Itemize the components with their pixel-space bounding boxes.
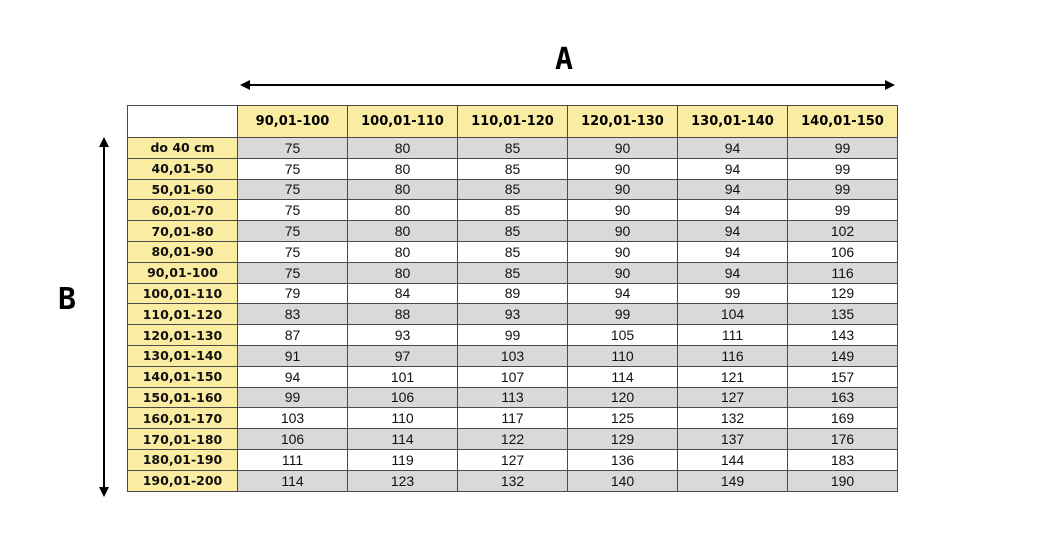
column-header: 110,01-120 (458, 106, 568, 138)
table-cell: 83 (238, 304, 348, 325)
row-header: 150,01-160 (128, 387, 238, 408)
table-cell: 107 (458, 366, 568, 387)
table-cell: 80 (348, 200, 458, 221)
row-header: 180,01-190 (128, 449, 238, 470)
row-header: 130,01-140 (128, 345, 238, 366)
table-cell: 80 (348, 179, 458, 200)
table-cell: 93 (458, 304, 568, 325)
table-row (128, 158, 898, 179)
table-cell: 90 (568, 179, 678, 200)
row-header: 190,01-200 (128, 470, 238, 491)
table-cell: 85 (458, 221, 568, 242)
table-cell: 136 (568, 449, 678, 470)
table-cell: 85 (458, 241, 568, 262)
table-cell: 120 (568, 387, 678, 408)
table-row (128, 179, 898, 200)
table-cell: 75 (238, 200, 348, 221)
table-cell: 135 (788, 304, 898, 325)
table-cell: 122 (458, 429, 568, 450)
dimension-b-label: B (58, 282, 77, 317)
table-cell: 114 (348, 429, 458, 450)
table-cell: 94 (568, 283, 678, 304)
table-cell: 94 (678, 221, 788, 242)
table-cell: 75 (238, 262, 348, 283)
header-row (128, 106, 898, 138)
row-header: 60,01-70 (128, 200, 238, 221)
table-cell: 93 (348, 325, 458, 346)
table-cell: 103 (238, 408, 348, 429)
row-header: 160,01-170 (128, 408, 238, 429)
table-cell: 99 (788, 138, 898, 159)
table-cell: 121 (678, 366, 788, 387)
table-cell: 143 (788, 325, 898, 346)
table-cell: 163 (788, 387, 898, 408)
table-row (128, 304, 898, 325)
table-cell: 99 (788, 158, 898, 179)
column-header: 120,01-130 (568, 106, 678, 138)
dimension-b-arrow (97, 137, 111, 497)
row-header: 80,01-90 (128, 241, 238, 262)
table-cell: 87 (238, 325, 348, 346)
table-cell: 105 (568, 325, 678, 346)
table-cell: 90 (568, 221, 678, 242)
column-header: 100,01-110 (348, 106, 458, 138)
row-header: 120,01-130 (128, 325, 238, 346)
row-header: 50,01-60 (128, 179, 238, 200)
row-header: 90,01-100 (128, 262, 238, 283)
table-row (128, 366, 898, 387)
table-row (128, 470, 898, 491)
table-cell: 111 (238, 449, 348, 470)
table-row (128, 200, 898, 221)
table-row (128, 262, 898, 283)
table-cell: 176 (788, 429, 898, 450)
table-cell: 84 (348, 283, 458, 304)
table-cell: 99 (238, 387, 348, 408)
column-header: 130,01-140 (678, 106, 788, 138)
table-cell: 113 (458, 387, 568, 408)
table-cell: 183 (788, 449, 898, 470)
row-header: 110,01-120 (128, 304, 238, 325)
table-cell: 80 (348, 138, 458, 159)
table-cell: 99 (678, 283, 788, 304)
table-cell: 90 (568, 158, 678, 179)
table-row (128, 408, 898, 429)
table-cell: 75 (238, 221, 348, 242)
table-cell: 94 (678, 158, 788, 179)
table-cell: 106 (788, 241, 898, 262)
table-cell: 140 (568, 470, 678, 491)
table-cell: 144 (678, 449, 788, 470)
table-cell: 114 (568, 366, 678, 387)
table-cell: 99 (788, 200, 898, 221)
table-cell: 129 (568, 429, 678, 450)
table-cell: 137 (678, 429, 788, 450)
table-row (128, 429, 898, 450)
table-cell: 94 (678, 138, 788, 159)
table-cell: 127 (678, 387, 788, 408)
table-cell: 89 (458, 283, 568, 304)
table-row (128, 283, 898, 304)
table-cell: 149 (788, 345, 898, 366)
table-cell: 99 (788, 179, 898, 200)
table-cell: 94 (678, 179, 788, 200)
table-cell: 80 (348, 241, 458, 262)
table-cell: 90 (568, 262, 678, 283)
row-header: 100,01-110 (128, 283, 238, 304)
table-cell: 99 (568, 304, 678, 325)
table-cell: 119 (348, 449, 458, 470)
table-cell: 75 (238, 158, 348, 179)
table-cell: 117 (458, 408, 568, 429)
table-cell: 90 (568, 241, 678, 262)
table-cell: 125 (568, 408, 678, 429)
table-row (128, 345, 898, 366)
table-cell: 80 (348, 262, 458, 283)
table-cell: 103 (458, 345, 568, 366)
table-cell: 75 (238, 241, 348, 262)
table-row (128, 241, 898, 262)
table-row (128, 387, 898, 408)
table-row (128, 449, 898, 470)
table-cell: 157 (788, 366, 898, 387)
table-cell: 132 (458, 470, 568, 491)
table-cell: 132 (678, 408, 788, 429)
table-cell: 80 (348, 221, 458, 242)
table-cell: 106 (238, 429, 348, 450)
table-cell: 116 (678, 345, 788, 366)
table-cell: 123 (348, 470, 458, 491)
table-cell: 85 (458, 179, 568, 200)
table-cell: 129 (788, 283, 898, 304)
table-cell: 101 (348, 366, 458, 387)
table-cell: 90 (568, 138, 678, 159)
table-cell: 85 (458, 138, 568, 159)
table-cell: 88 (348, 304, 458, 325)
table-cell: 75 (238, 179, 348, 200)
table-row (128, 221, 898, 242)
table-cell: 110 (348, 408, 458, 429)
row-header: 140,01-150 (128, 366, 238, 387)
table-cell: 99 (458, 325, 568, 346)
table-cell: 106 (348, 387, 458, 408)
row-header: 40,01-50 (128, 158, 238, 179)
row-header: do 40 cm (128, 138, 238, 159)
table-cell: 85 (458, 200, 568, 221)
table-cell: 97 (348, 345, 458, 366)
table-cell: 91 (238, 345, 348, 366)
table-row (128, 138, 898, 159)
dimension-a-label: A (555, 42, 574, 77)
table-cell: 79 (238, 283, 348, 304)
table-cell: 110 (568, 345, 678, 366)
table-cell: 149 (678, 470, 788, 491)
dimension-a-arrow (240, 78, 895, 92)
table-cell: 80 (348, 158, 458, 179)
table-row (128, 325, 898, 346)
table-cell: 90 (568, 200, 678, 221)
table-cell: 104 (678, 304, 788, 325)
row-header: 170,01-180 (128, 429, 238, 450)
table-cell: 85 (458, 158, 568, 179)
row-header: 70,01-80 (128, 221, 238, 242)
column-header: 90,01-100 (238, 106, 348, 138)
table-cell: 111 (678, 325, 788, 346)
table-cell: 94 (678, 262, 788, 283)
table-cell: 94 (678, 241, 788, 262)
table-cell: 102 (788, 221, 898, 242)
table-cell: 116 (788, 262, 898, 283)
table-cell: 94 (678, 200, 788, 221)
price-table (127, 105, 898, 492)
table-cell: 169 (788, 408, 898, 429)
table-cell: 94 (238, 366, 348, 387)
table-cell: 190 (788, 470, 898, 491)
table-cell: 114 (238, 470, 348, 491)
column-header: 140,01-150 (788, 106, 898, 138)
table-cell: 85 (458, 262, 568, 283)
table-cell: 75 (238, 138, 348, 159)
table-cell: 127 (458, 449, 568, 470)
corner-cell (128, 106, 238, 138)
